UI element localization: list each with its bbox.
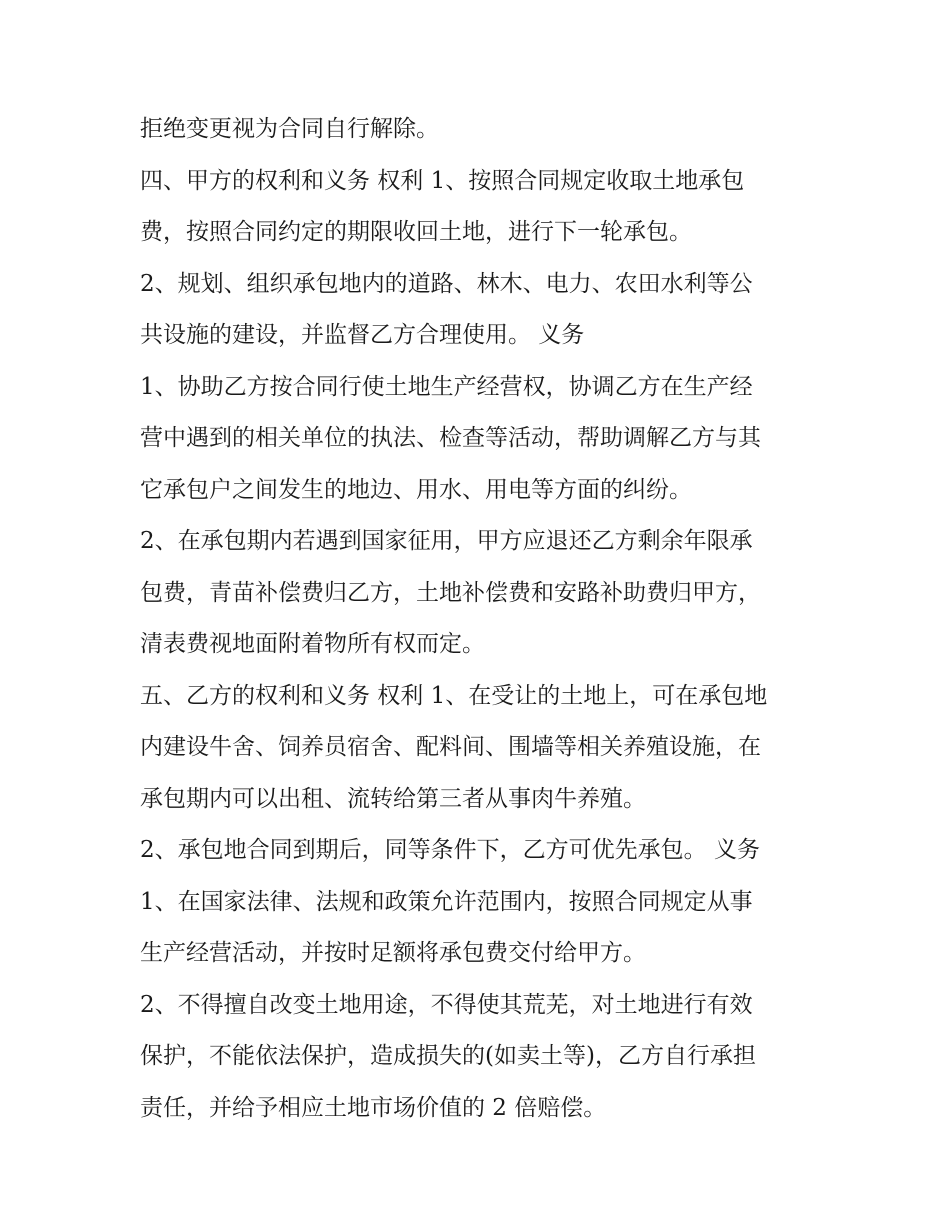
text-line-18: 2、不得擅自改变土地用途，不得使其荒芜，对土地进行有效 [140, 991, 753, 1018]
text-line-20: 责任，并给予相应土地市场价值的 2 倍赔偿。 [140, 1094, 607, 1121]
text-line-19: 保护，不能依法保护，造成损失的(如卖土等)，乙方自行承担 [140, 1043, 756, 1069]
text-line-13: 内建设牛舍、饲养员宿舍、配料间、围墙等相关养殖设施，在 [140, 734, 761, 760]
text-line-10: 包费，青苗补偿费归乙方，土地补偿费和安路补助费归甲方， [140, 579, 761, 606]
text-line-9: 2、在承包期内若遇到国家征用，甲方应退还乙方剩余年限承 [140, 528, 753, 554]
text-line-16: 1、在国家法律、法规和政策允许范围内，按照合同规定从事 [140, 888, 753, 915]
text-line-6: 1、协助乙方按合同行使土地生产经营权，协调乙方在生产经 [140, 373, 753, 400]
text-line-8: 它承包户之间发生的地边、用水、用电等方面的纠纷。 [140, 476, 692, 503]
text-line-12: 五、乙方的权利和义务 权利 1、在受让的土地上，可在承包地 [140, 682, 768, 709]
text-line-1: 拒绝变更视为合同自行解除。 [140, 116, 439, 142]
text-line-5: 共设施的建设，并监督乙方合理使用。 义务 [140, 322, 585, 348]
text-line-15: 2、承包地合同到期后，同等条件下，乙方可优先承包。 义务 [140, 837, 760, 863]
text-line-17: 生产经营活动，并按时足额将承包费交付给甲方。 [140, 940, 646, 966]
text-line-4: 2、规划、组织承包地内的道路、林木、电力、农田水利等公 [140, 270, 753, 297]
text-line-2: 四、甲方的权利和义务 权利 1、按照合同规定收取土地承包 [140, 167, 745, 194]
text-line-7: 营中遇到的相关单位的执法、检查等活动，帮助调解乙方与其 [140, 425, 761, 451]
text-line-3: 费，按照合同约定的期限收回土地，进行下一轮承包。 [140, 219, 692, 245]
text-line-14: 承包期内可以出租、流转给第三者从事肉牛养殖。 [140, 785, 646, 812]
text-line-11: 清表费视地面附着物所有权而定。 [140, 631, 485, 657]
document-body [140, 104, 820, 1134]
